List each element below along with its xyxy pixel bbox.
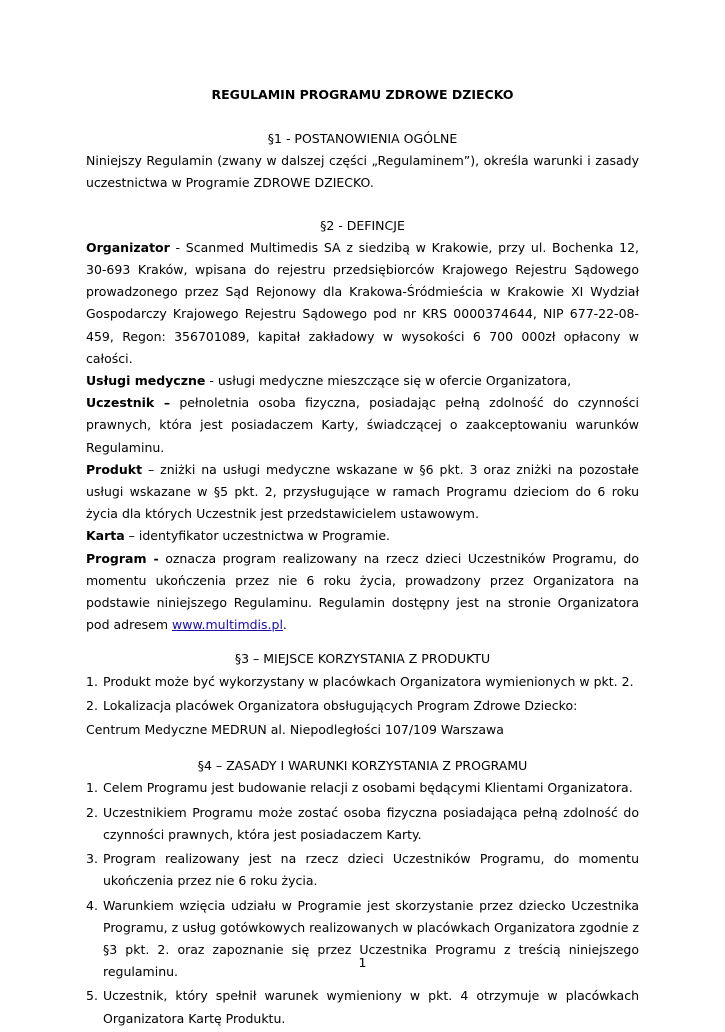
definition-organizator [86,237,639,370]
list-item-number: 4. [86,897,98,913]
list-item [86,671,639,693]
definition-produkt [86,459,639,526]
list-item [86,777,639,799]
list-item [86,802,639,846]
definition-organizator-text: - Scanmed Multimedis SA z siedzibą w Krakowie, przy ul. Bochenka 12, 30-693 Kraków, wpisana do rejestru przedsiębiorców Krajowego Rejestru Sądowego prowadzonego przez Sąd Rejonowy dla Krakowa-Śródmieścia w Krakowie XI Wydział Gospodarczy Krajowego Rejestru Sądowego pod nr KRS 0000374644, NIP 677-22-08-459, Regon: 356701089, kapitał zakładowy w wysokości 6 700 000zł opłacony w całości. [86,239,639,366]
section-3-location: Centrum Medyczne MEDRUN al. Niepodległości 107/109 Warszawa [86,722,504,738]
term-organizator: Organizator [86,239,170,255]
list-item-text: Program realizowany jest na rzecz dzieci Uczestników Programu, do momentu ukończenia przez nie 6 roku życia. [103,851,639,889]
definition-program-end: . [282,617,287,633]
section-4-heading: §4 – ZASADY I WARUNKI KORZYSTANIA Z PROGRAMU [197,758,528,774]
list-item-number: 1. [86,673,98,689]
definition-karta [86,525,639,547]
term-uczestnik: Uczestnik – [86,395,171,411]
section-1-text: Niniejszy Regulamin (zwany w dalszej części „Regulaminem”), określa warunki i zasady uczestnictwa w Programie ZDROWE DZIECKO. [86,153,639,191]
definition-uczestnik [86,392,639,459]
section-1-heading: §1 - POSTANOWIENIA OGÓLNE [267,131,458,146]
definition-karta-text: – identyfikator uczestnictwa w Programie. [124,528,390,544]
list-item [86,695,639,717]
term-program: Program - [86,550,159,566]
section-2-heading: §2 - DEFINCJE [320,217,405,233]
definition-program [86,548,639,637]
term-produkt: Produkt [86,461,143,477]
list-item-text: Celem Programu jest budowanie relacji z osobami będącymi Klientami Organizatora. [103,780,633,796]
section-3-list [86,671,639,717]
list-item [86,985,639,1029]
section-4-list [86,777,639,1029]
section-3-heading: §3 – MIEJSCE KORZYSTANIA Z PRODUKTU [234,651,491,667]
term-uslugi-medyczne: Usługi medyczne [86,373,206,389]
list-item-number: 2. [86,697,98,713]
definition-produkt-text: – zniżki na usługi medyczne wskazane w §6 pkt. 3 oraz zniżki na pozostałe usługi wskazane w §5 pkt. 2, przysługujące w ramach Programu dzieciom do 6 roku życia dla których Uczestnik jest przedstawicielem ustawowym. [86,461,639,522]
document-title: REGULAMIN PROGRAMU ZDROWE DZIECKO [211,87,514,102]
list-item-text: Uczestnik, który spełnił warunek wymieniony w pkt. 4 otrzymuje w placówkach Organizatora Kartę Produktu. [103,988,639,1026]
list-item-number: 3. [86,851,98,867]
list-item-number: 5. [86,988,98,1004]
definition-uczestnik-text: pełnoletnia osoba fizyczna, posiadając pełną zdolność do czynności prawnych, która jest posiadaczem Karty, świadczącej o zaakceptowaniu warunków Regulaminu. [86,395,639,455]
multimedis-link[interactable]: www.multimdis.pl [172,617,283,633]
page-number: 1 [358,955,367,970]
list-item-text: Lokalizacja placówek Organizatora obsługujących Program Zdrowe Dziecko: [103,697,578,713]
term-karta: Karta [86,528,125,544]
list-item-number: 1. [86,780,98,796]
list-item-text: Warunkiem wzięcia udziału w Programie jest skorzystanie przez dziecko Uczestnika Programu, z usług gotówkowych realizowanych w placówkach Organizatora zgodnie z §3 pkt. 2. oraz zapoznanie się przez Uczestnika Programu z treścią niniejszego regulaminu. [103,897,639,980]
list-item [86,848,639,892]
list-item-number: 2. [86,804,98,820]
list-item-text: Produkt może być wykorzystany w placówkach Organizatora wymienionych w pkt. 2. [103,673,634,689]
definition-uslugi [86,370,639,392]
document-page [86,84,639,1032]
list-item-text: Uczestnikiem Programu może zostać osoba fizyczna posiadająca pełną zdolność do czynności prawnych, która jest posiadaczem Karty. [103,804,639,842]
definition-uslugi-text: - usługi medyczne mieszczące się w ofercie Organizatora, [205,373,572,389]
definition-program-text: oznacza program realizowany na rzecz dzieci Uczestników Programu, do momentu ukończenia przez nie 6 roku życia, prowadzony przez Organizatora na podstawie niniejszego Regulaminu. Regulamin dostępny jest na stronie Organizatora pod adresem [86,550,640,633]
